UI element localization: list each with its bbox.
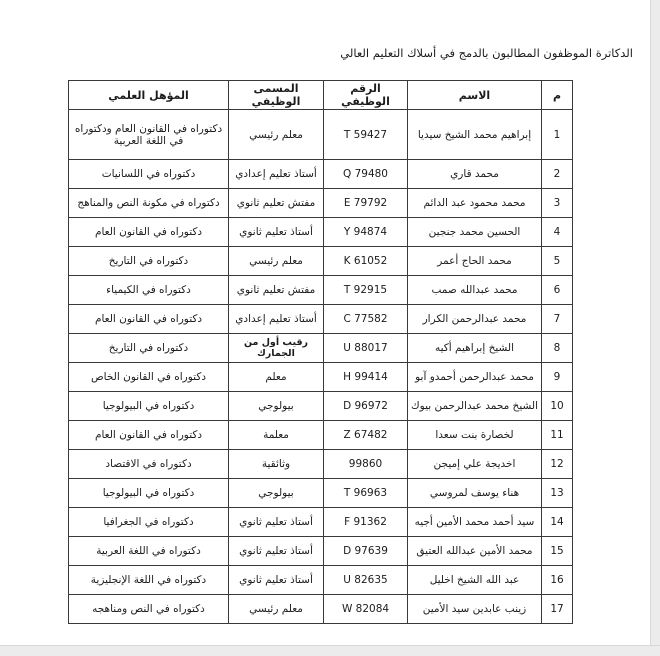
- cell-job-title: بيولوجي: [229, 392, 324, 421]
- table-row: [69, 537, 573, 566]
- cell-qualification: دكتوراه في البيولوجيا: [69, 392, 229, 421]
- cell-name: محمد عبدالرحمن أحمدو آبو: [408, 363, 542, 392]
- cell-job-title: أستاذ تعليم ثانوي: [229, 537, 324, 566]
- table-row: [69, 508, 573, 537]
- header-cell-job_title: المسمى الوظيفي: [229, 81, 324, 110]
- table-row: [69, 363, 573, 392]
- cell-job-number: C 77582: [324, 305, 408, 334]
- header-cell-qualification: المؤهل العلمي: [69, 81, 229, 110]
- cell-job-title: معلم رئيسي: [229, 595, 324, 624]
- cell-job-number: H 99414: [324, 363, 408, 392]
- cell-num: 3: [542, 189, 573, 218]
- cell-name: محمد الأمين عبدالله العتيق: [408, 537, 542, 566]
- cell-job-number: 99860: [324, 450, 408, 479]
- cell-num: 15: [542, 537, 573, 566]
- cell-qualification: دكتوراه في اللغة العربية: [69, 537, 229, 566]
- table-row: [69, 450, 573, 479]
- cell-name: محمد قاري: [408, 160, 542, 189]
- cell-num: 12: [542, 450, 573, 479]
- cell-num: 9: [542, 363, 573, 392]
- cell-num: 1: [542, 110, 573, 160]
- cell-qualification: دكتوراه في الجغرافيا: [69, 508, 229, 537]
- cell-qualification: دكتوراه في القانون الخاص: [69, 363, 229, 392]
- cell-name: لخصارة بنت سعدا: [408, 421, 542, 450]
- page-edge-bottom: [0, 645, 660, 656]
- table-body: [69, 110, 573, 624]
- table-row: [69, 479, 573, 508]
- cell-qualification: دكتوراه في القانون العام: [69, 305, 229, 334]
- cell-name: الشيخ محمد عبدالرحمن بيوك: [408, 392, 542, 421]
- cell-qualification: دكتوراه في الكيمياء: [69, 276, 229, 305]
- cell-qualification: دكتوراه في القانون العام: [69, 421, 229, 450]
- cell-name: محمد عبدالرحمن الكرار: [408, 305, 542, 334]
- cell-job-number: T 96963: [324, 479, 408, 508]
- table-row: [69, 421, 573, 450]
- table-row: [69, 189, 573, 218]
- cell-qualification: دكتوراه في البيولوجيا: [69, 479, 229, 508]
- cell-qualification: دكتوراه في مكونة النص والمناهج: [69, 189, 229, 218]
- cell-job-number: Q 79480: [324, 160, 408, 189]
- cell-num: 8: [542, 334, 573, 363]
- cell-name: محمد محمود عبد الدائم: [408, 189, 542, 218]
- cell-num: 14: [542, 508, 573, 537]
- table-row: [69, 247, 573, 276]
- cell-num: 16: [542, 566, 573, 595]
- cell-num: 11: [542, 421, 573, 450]
- cell-job-number: K 61052: [324, 247, 408, 276]
- cell-name: الحسين محمد جنجين: [408, 218, 542, 247]
- cell-job-title: معلم رئيسي: [229, 110, 324, 160]
- cell-job-title: بيولوجي: [229, 479, 324, 508]
- cell-name: محمد عبدالله صمب: [408, 276, 542, 305]
- cell-num: 17: [542, 595, 573, 624]
- table-row: [69, 595, 573, 624]
- cell-qualification: دكتوراه في القانون العام ودكتوراه في اللغة العربية: [69, 110, 229, 160]
- cell-name: زينب عابدين سيد الأمين: [408, 595, 542, 624]
- cell-qualification: دكتوراه في التاريخ: [69, 247, 229, 276]
- cell-qualification: دكتوراه في النص ومناهجه: [69, 595, 229, 624]
- cell-job-number: T 59427: [324, 110, 408, 160]
- cell-job-number: W 82084: [324, 595, 408, 624]
- cell-qualification: دكتوراه في الاقتصاد: [69, 450, 229, 479]
- table-row: [69, 392, 573, 421]
- cell-job-title: معلمة: [229, 421, 324, 450]
- cell-name: محمد الحاج أعمر: [408, 247, 542, 276]
- cell-qualification: دكتوراه في اللسانيات: [69, 160, 229, 189]
- cell-job-number: E 79792: [324, 189, 408, 218]
- table-row: [69, 276, 573, 305]
- cell-num: 2: [542, 160, 573, 189]
- table-header: [69, 81, 573, 110]
- cell-num: 13: [542, 479, 573, 508]
- cell-job-title: أستاذ تعليم إعدادي: [229, 305, 324, 334]
- header-cell-num: م: [542, 81, 573, 110]
- cell-job-number: U 82635: [324, 566, 408, 595]
- cell-job-number: Y 94874: [324, 218, 408, 247]
- cell-job-number: T 92915: [324, 276, 408, 305]
- table-row: [69, 334, 573, 363]
- cell-job-title: وثائقية: [229, 450, 324, 479]
- cell-job-title: مفتش تعليم ثانوي: [229, 189, 324, 218]
- header-cell-name: الاسم: [408, 81, 542, 110]
- header-row: [69, 81, 573, 110]
- page-edge-right: [650, 0, 660, 656]
- cell-job-number: D 96972: [324, 392, 408, 421]
- cell-job-number: Z 67482: [324, 421, 408, 450]
- cell-qualification: دكتوراه في اللغة الإنجليزية: [69, 566, 229, 595]
- cell-num: 5: [542, 247, 573, 276]
- cell-name: سيد أحمد محمد الأمين أجيه: [408, 508, 542, 537]
- cell-job-title: أستاذ تعليم ثانوي: [229, 218, 324, 247]
- cell-job-title: رقيب أول من الجمارك: [229, 334, 324, 363]
- cell-num: 6: [542, 276, 573, 305]
- cell-job-title: معلم: [229, 363, 324, 392]
- cell-num: 4: [542, 218, 573, 247]
- cell-qualification: دكتوراه في القانون العام: [69, 218, 229, 247]
- cell-name: الشيخ إبراهيم أكيه: [408, 334, 542, 363]
- table-row: [69, 110, 573, 160]
- cell-job-title: مفتش تعليم ثانوي: [229, 276, 324, 305]
- cell-job-number: D 97639: [324, 537, 408, 566]
- cell-name: عبد الله الشيخ اخليل: [408, 566, 542, 595]
- cell-job-title: معلم رئيسي: [229, 247, 324, 276]
- cell-name: اخديجة علي إميجن: [408, 450, 542, 479]
- cell-job-number: F 91362: [324, 508, 408, 537]
- cell-name: هناء يوسف لمروسي: [408, 479, 542, 508]
- cell-qualification: دكتوراه في التاريخ: [69, 334, 229, 363]
- table-row: [69, 218, 573, 247]
- table-row: [69, 160, 573, 189]
- cell-num: 10: [542, 392, 573, 421]
- cell-job-title: أستاذ تعليم ثانوي: [229, 566, 324, 595]
- employees-table: [68, 80, 573, 624]
- table-row: [69, 305, 573, 334]
- document-title: الدكاترة الموظفون المطالبون بالدمج في أسلاك التعليم العالي: [340, 46, 633, 60]
- cell-num: 7: [542, 305, 573, 334]
- cell-job-title: أستاذ تعليم ثانوي: [229, 508, 324, 537]
- cell-job-title: أستاذ تعليم إعدادي: [229, 160, 324, 189]
- table-row: [69, 566, 573, 595]
- cell-name: إبراهيم محمد الشيخ سيديا: [408, 110, 542, 160]
- header-cell-job_number: الرقم الوظيفي: [324, 81, 408, 110]
- cell-job-number: U 88017: [324, 334, 408, 363]
